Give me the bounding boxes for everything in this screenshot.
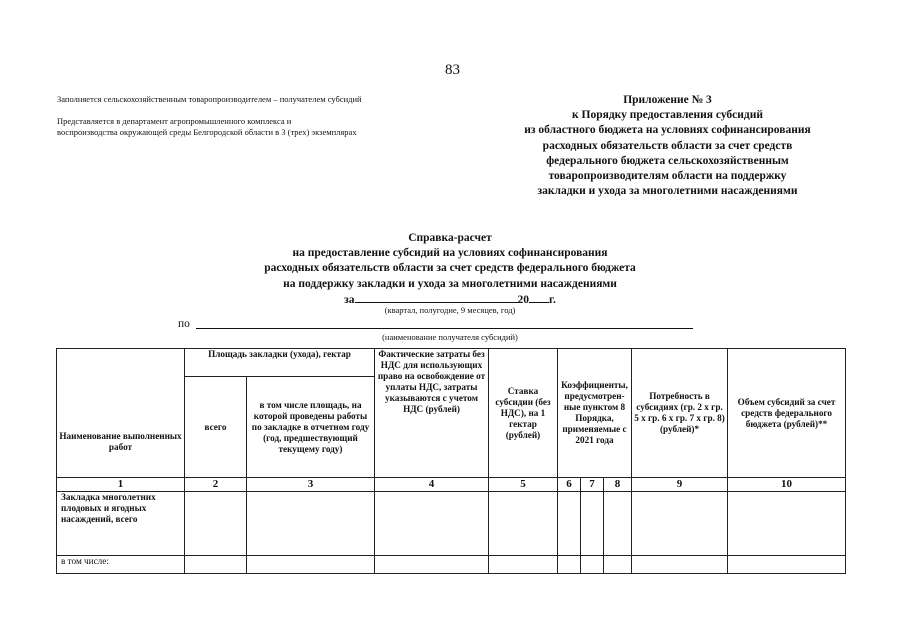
period-suffix: г. (549, 293, 556, 306)
header-area-total: всего (185, 377, 247, 478)
certificate-line: расходных обязательств области за счет средств федерального бюджета (264, 262, 636, 275)
table-cell[interactable] (632, 492, 728, 556)
appendix-line: федерального бюджета сельскохозяйственным (546, 154, 789, 167)
period-caption: (квартал, полугодие, 9 месяцев, год) (384, 305, 516, 315)
header-need: Потребность в субсидиях (гр. 2 х гр. 5 х гр. 6 х гр. 7 х гр. 8) (рублей)* (632, 349, 728, 478)
table-row (57, 556, 846, 574)
table-cell[interactable] (375, 556, 489, 574)
row-label: в том числе: (57, 556, 185, 574)
appendix-line: к Порядку предоставления субсидий (572, 109, 763, 122)
column-number: 6 (558, 478, 581, 492)
submission-note (57, 116, 357, 138)
table-cell[interactable] (185, 492, 247, 556)
column-number: 9 (632, 478, 728, 492)
appendix-line: товаропроизводителям области на поддержку (548, 170, 787, 183)
column-number: 7 (581, 478, 604, 492)
table-cell[interactable] (581, 556, 604, 574)
certificate-title: Справка-расчет (408, 232, 492, 244)
table-cell[interactable] (728, 556, 846, 574)
column-number: 1 (57, 478, 185, 492)
column-number: 2 (185, 478, 247, 492)
table-row (57, 492, 846, 556)
period-prefix: за (344, 293, 355, 306)
row-label: Закладка многолетних плодовых и ягодных насаждений, всего (57, 492, 185, 556)
submission-note-line: Представляется в департамент агропромышленного комплекса и (57, 116, 292, 126)
table-cell[interactable] (375, 492, 489, 556)
appendix-line: из областного бюджета на условиях софинансирования (524, 124, 811, 137)
header-work-name: Наименование выполненных работ (57, 349, 185, 478)
table-cell[interactable] (728, 492, 846, 556)
table-cell[interactable] (558, 556, 581, 574)
appendix-title: Приложение № 3 (623, 94, 712, 106)
recipient-blank[interactable] (196, 328, 693, 329)
certificate-header (150, 231, 750, 308)
header-volume: Объем субсидий за счет средств федерального бюджета (рублей)** (728, 349, 846, 478)
column-number: 3 (247, 478, 375, 492)
submission-note-line: воспроизводства окружающей среды Белгородской области в 3 (трех) экземплярах (57, 127, 357, 137)
table-cell[interactable] (247, 492, 375, 556)
filled-by-note: Заполняется сельскохозяйственным товаропроизводителем – получателем субсидий (57, 94, 362, 104)
header-coefficients: Коэффициенты, предусмотрен-ные пунктом 8 Порядка, применяемые с 2021 года (558, 349, 632, 478)
table-cell[interactable] (604, 556, 632, 574)
period-year: 20 (517, 293, 530, 306)
column-number: 10 (728, 478, 846, 492)
appendix-line: расходных обязательств области за счет средств (542, 139, 793, 152)
table-cell[interactable] (604, 492, 632, 556)
page-number: 83 (445, 62, 460, 78)
certificate-line: на поддержку закладки и ухода за многолетними насаждениями (283, 277, 617, 290)
table-cell[interactable] (558, 492, 581, 556)
header-rate: Ставка субсидии (без НДС), на 1 гектар (рублей) (489, 349, 558, 478)
certificate-line: на предоставление субсидий на условиях софинансирования (292, 247, 608, 260)
table-cell[interactable] (581, 492, 604, 556)
period-blank[interactable] (355, 292, 518, 303)
column-number: 5 (489, 478, 558, 492)
column-number: 4 (375, 478, 489, 492)
recipient-caption: (наименование получателя субсидий) (382, 332, 518, 342)
table-cell[interactable] (489, 492, 558, 556)
appendix-line: закладки и ухода за многолетними насаждениями (537, 185, 798, 198)
header-area-group: Площадь закладки (ухода), гектар (185, 349, 375, 377)
table-cell[interactable] (632, 556, 728, 574)
appendix-header (480, 93, 855, 199)
recipient-prefix: по (178, 318, 190, 330)
header-actual-costs: Фактические затраты без НДС для использующих право на освобождение от уплаты НДС, затраты указываются с учетом НДС (рублей) (375, 349, 489, 478)
table-cell[interactable] (247, 556, 375, 574)
header-area-including: в том числе площадь, на которой проведены работы по закладке в отчетном году (год, предшествующий текущему году) (247, 377, 375, 478)
table-cell[interactable] (185, 556, 247, 574)
year-blank[interactable] (529, 292, 549, 303)
table-cell[interactable] (489, 556, 558, 574)
column-number: 8 (604, 478, 632, 492)
calculation-table (56, 348, 846, 574)
